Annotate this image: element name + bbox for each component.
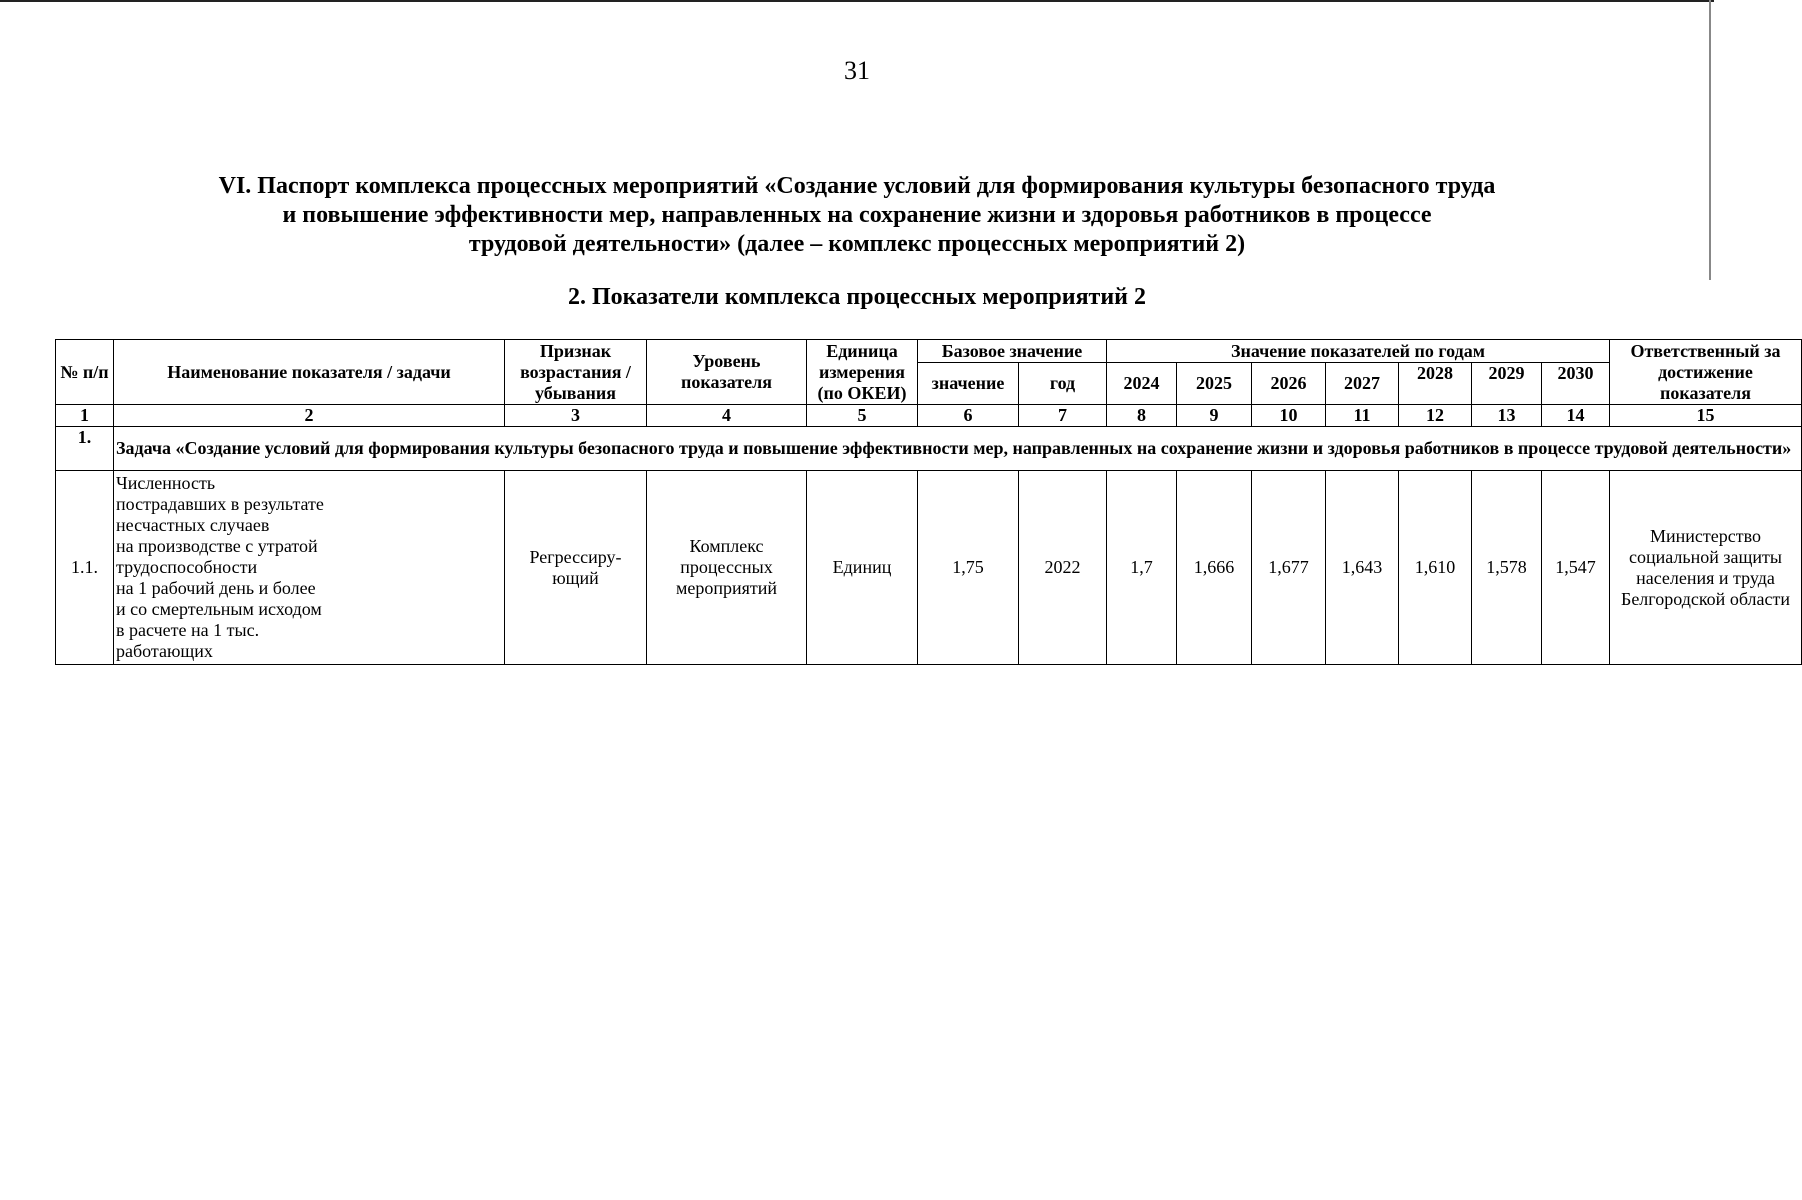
value-2028: 1,610 <box>1399 471 1472 665</box>
header-base-value: значение <box>918 363 1019 405</box>
column-number: 6 <box>918 405 1019 427</box>
indicator-name-line: несчастных случаев <box>116 515 270 535</box>
indicator-num: 1.1. <box>56 471 114 665</box>
column-number: 15 <box>1610 405 1802 427</box>
base-year: 2022 <box>1019 471 1107 665</box>
header-base-year: год <box>1019 363 1107 405</box>
indicator-name-line: в расчете на 1 тыс. <box>116 620 260 640</box>
header-year-2030: 2030 <box>1542 363 1610 405</box>
task-num: 1. <box>56 427 114 471</box>
column-numbers-row <box>56 405 1802 427</box>
task-text: Задача «Создание условий для формирования культуры безопасного труда и повышение эффективности мер, направленных на сохранение жизни и здоровья работников в процессе трудовой деятельности» <box>114 427 1802 471</box>
column-number: 5 <box>807 405 918 427</box>
column-number: 1 <box>56 405 114 427</box>
header-base-group: Базовое значение <box>918 340 1107 363</box>
page-number: 31 <box>844 56 870 85</box>
value-2026: 1,677 <box>1252 471 1326 665</box>
column-number: 12 <box>1399 405 1472 427</box>
top-border-line <box>0 0 1714 2</box>
indicator-row <box>56 471 1802 665</box>
title-line-1: VI. Паспорт комплекса процессных мероприятий «Создание условий для формирования культуры безопасного труда <box>218 173 1496 199</box>
value-2025: 1,666 <box>1177 471 1252 665</box>
indicator-name-line: трудоспособности <box>116 557 258 577</box>
indicator-level: Комплекс процессных мероприятий <box>647 471 807 665</box>
column-number: 10 <box>1252 405 1326 427</box>
title-line-3: трудовой деятельности» (далее – комплекс процессных мероприятий 2) <box>468 231 1246 257</box>
indicator-name-line: на 1 рабочий день и более <box>116 578 316 598</box>
column-number: 13 <box>1472 405 1542 427</box>
indicator-name-line: и со смертельным исходом <box>116 599 322 619</box>
header-years-group: Значение показателей по годам <box>1107 340 1610 363</box>
header-row-1 <box>56 340 1802 363</box>
column-number: 9 <box>1177 405 1252 427</box>
header-num: № п/п <box>56 340 114 405</box>
indicators-table <box>55 339 1802 665</box>
column-number: 4 <box>647 405 807 427</box>
header-sign: Признак возрастания / убывания <box>505 340 647 405</box>
indicator-name <box>114 471 505 665</box>
header-year-2026: 2026 <box>1252 363 1326 405</box>
section-title: 2. Показатели комплекса процессных мероприятий 2 <box>567 284 1146 310</box>
column-number: 7 <box>1019 405 1107 427</box>
column-number: 2 <box>114 405 505 427</box>
base-value: 1,75 <box>918 471 1019 665</box>
title-line-2: и повышение эффективности мер, направленных на сохранение жизни и здоровья работников в процессе <box>282 202 1432 228</box>
value-2024: 1,7 <box>1107 471 1177 665</box>
column-number: 14 <box>1542 405 1610 427</box>
header-year-2027: 2027 <box>1326 363 1399 405</box>
header-responsible: Ответственный за достижение показателя <box>1610 340 1802 405</box>
passport-title <box>120 172 1594 259</box>
indicator-name-line: пострадавших в результате <box>116 494 324 514</box>
indicator-name-line: Численность <box>116 473 216 493</box>
indicator-sign: Регрессиру-ющий <box>505 471 647 665</box>
task-row <box>56 427 1802 471</box>
value-2030: 1,547 <box>1542 471 1610 665</box>
column-number: 8 <box>1107 405 1177 427</box>
header-year-2025: 2025 <box>1177 363 1252 405</box>
value-2029: 1,578 <box>1472 471 1542 665</box>
column-number: 3 <box>505 405 647 427</box>
indicator-unit: Единиц <box>807 471 918 665</box>
header-year-2028: 2028 <box>1399 363 1472 405</box>
header-year-2024: 2024 <box>1107 363 1177 405</box>
header-year-2029: 2029 <box>1472 363 1542 405</box>
header-unit: Единица измерения (по ОКЕИ) <box>807 340 918 405</box>
right-border-line <box>1709 0 1711 280</box>
indicator-name-line: на производстве с утратой <box>116 536 318 556</box>
indicator-name-line: работающих <box>116 641 213 661</box>
value-2027: 1,643 <box>1326 471 1399 665</box>
column-number: 11 <box>1326 405 1399 427</box>
header-name: Наименование показателя / задачи <box>114 340 505 405</box>
indicator-responsible: Министерство социальной защиты населения и труда Белгородской области <box>1610 471 1802 665</box>
header-level: Уровень показателя <box>647 340 807 405</box>
